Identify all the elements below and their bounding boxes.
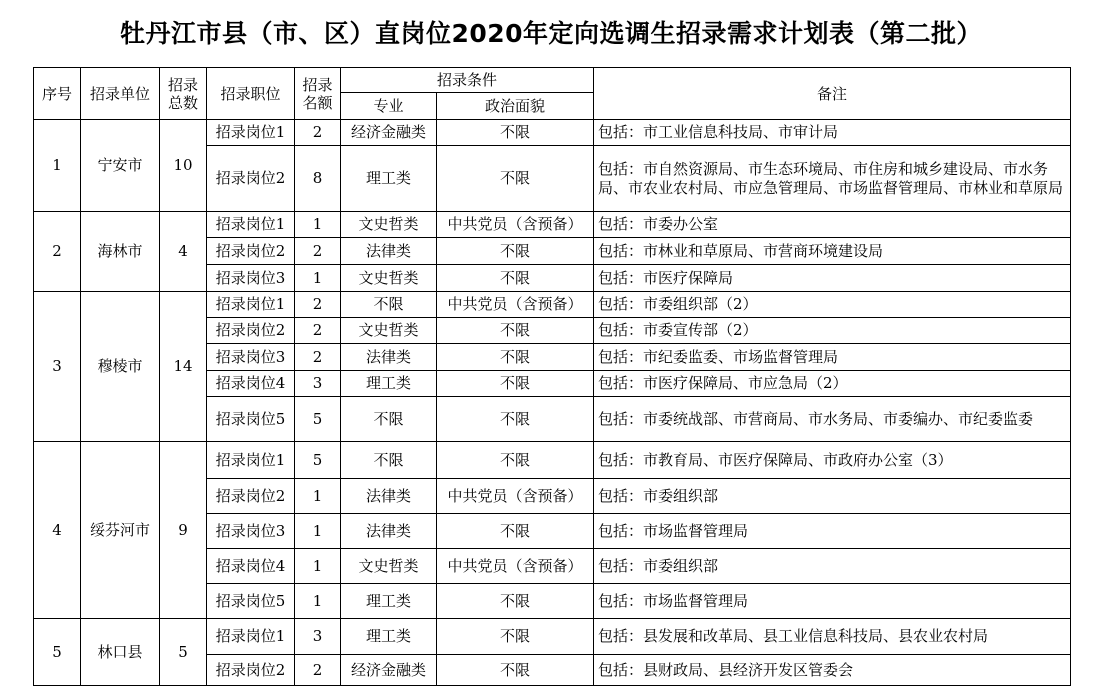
header-total: 招录总数 xyxy=(160,68,207,120)
cell-post: 招录岗位4 xyxy=(207,549,295,584)
table-row xyxy=(34,292,1071,318)
cell-major: 法律类 xyxy=(341,344,437,371)
cell-note: 包括：市场监督管理局 xyxy=(594,514,1071,549)
cell-total: 14 xyxy=(160,292,207,442)
cell-quota: 3 xyxy=(295,619,341,655)
cell-note: 包括：市委组织部 xyxy=(594,549,1071,584)
cell-political: 不限 xyxy=(437,318,594,344)
cell-note: 包括：市场监督管理局 xyxy=(594,584,1071,619)
cell-political: 不限 xyxy=(437,442,594,479)
cell-note: 包括：市自然资源局、市生态环境局、市住房和城乡建设局、市水务局、市农业农村局、市应急管理局、市场监督管理局、市林业和草原局 xyxy=(594,146,1071,212)
cell-major: 法律类 xyxy=(341,514,437,549)
cell-political: 中共党员（含预备） xyxy=(437,479,594,514)
cell-seq: 3 xyxy=(34,292,81,442)
cell-note: 包括：市林业和草原局、市营商环境建设局 xyxy=(594,238,1071,265)
cell-post: 招录岗位1 xyxy=(207,619,295,655)
cell-note: 包括：县财政局、县经济开发区管委会 xyxy=(594,655,1071,686)
cell-note: 包括：市委组织部（2） xyxy=(594,292,1071,318)
cell-note: 包括：市教育局、市医疗保障局、市政府办公室（3） xyxy=(594,442,1071,479)
cell-note: 包括：县发展和改革局、县工业信息科技局、县农业农村局 xyxy=(594,619,1071,655)
header-notes: 备注 xyxy=(594,68,1071,120)
header-seq: 序号 xyxy=(34,68,81,120)
cell-quota: 2 xyxy=(295,238,341,265)
cell-unit: 海林市 xyxy=(81,212,160,292)
cell-post: 招录岗位3 xyxy=(207,514,295,549)
cell-unit: 穆棱市 xyxy=(81,292,160,442)
cell-quota: 1 xyxy=(295,584,341,619)
cell-quota: 2 xyxy=(295,318,341,344)
cell-post: 招录岗位1 xyxy=(207,442,295,479)
cell-political: 不限 xyxy=(437,514,594,549)
cell-major: 理工类 xyxy=(341,146,437,212)
header-unit: 招录单位 xyxy=(81,68,160,120)
cell-note: 包括：市委组织部 xyxy=(594,479,1071,514)
cell-seq: 1 xyxy=(34,120,81,212)
cell-post: 招录岗位2 xyxy=(207,318,295,344)
cell-major: 法律类 xyxy=(341,238,437,265)
cell-political: 不限 xyxy=(437,120,594,146)
cell-post: 招录岗位2 xyxy=(207,146,295,212)
cell-quota: 1 xyxy=(295,514,341,549)
cell-political: 中共党员（含预备） xyxy=(437,212,594,238)
cell-major: 文史哲类 xyxy=(341,318,437,344)
cell-quota: 1 xyxy=(295,265,341,292)
cell-quota: 5 xyxy=(295,442,341,479)
cell-post: 招录岗位1 xyxy=(207,212,295,238)
cell-total: 10 xyxy=(160,120,207,212)
cell-note: 包括：市委办公室 xyxy=(594,212,1071,238)
page-title: 牡丹江市县（市、区）直岗位2020年定向选调生招录需求计划表（第二批） xyxy=(119,19,983,48)
cell-quota: 2 xyxy=(295,344,341,371)
cell-post: 招录岗位2 xyxy=(207,655,295,686)
cell-major: 不限 xyxy=(341,397,437,442)
table-row xyxy=(34,442,1071,479)
cell-quota: 1 xyxy=(295,479,341,514)
header-major: 专业 xyxy=(341,93,437,120)
cell-major: 经济金融类 xyxy=(341,120,437,146)
cell-major: 法律类 xyxy=(341,479,437,514)
cell-post: 招录岗位3 xyxy=(207,344,295,371)
header-conditions: 招录条件 xyxy=(341,68,594,93)
cell-post: 招录岗位2 xyxy=(207,238,295,265)
cell-major: 文史哲类 xyxy=(341,212,437,238)
cell-seq: 5 xyxy=(34,619,81,686)
cell-quota: 1 xyxy=(295,212,341,238)
cell-quota: 2 xyxy=(295,292,341,318)
table-row xyxy=(34,619,1071,655)
cell-total: 4 xyxy=(160,212,207,292)
cell-major: 不限 xyxy=(341,442,437,479)
cell-quota: 2 xyxy=(295,120,341,146)
cell-note: 包括：市医疗保障局、市应急局（2） xyxy=(594,371,1071,397)
cell-political: 不限 xyxy=(437,344,594,371)
cell-major: 理工类 xyxy=(341,619,437,655)
cell-total: 5 xyxy=(160,619,207,686)
cell-note: 包括：市委宣传部（2） xyxy=(594,318,1071,344)
recruitment-table xyxy=(33,67,1071,686)
cell-post: 招录岗位4 xyxy=(207,371,295,397)
table-row xyxy=(34,212,1071,238)
cell-post: 招录岗位3 xyxy=(207,265,295,292)
cell-note: 包括：市纪委监委、市场监督管理局 xyxy=(594,344,1071,371)
cell-note: 包括：市委统战部、市营商局、市水务局、市委编办、市纪委监委 xyxy=(594,397,1071,442)
cell-major: 文史哲类 xyxy=(341,265,437,292)
header-quota: 招录名额 xyxy=(295,68,341,120)
header-political: 政治面貌 xyxy=(437,93,594,120)
cell-quota: 1 xyxy=(295,549,341,584)
cell-political: 中共党员（含预备） xyxy=(437,549,594,584)
cell-note: 包括：市医疗保障局 xyxy=(594,265,1071,292)
table-header xyxy=(34,68,1071,120)
cell-political: 不限 xyxy=(437,146,594,212)
cell-unit: 宁安市 xyxy=(81,120,160,212)
cell-quota: 5 xyxy=(295,397,341,442)
cell-major: 不限 xyxy=(341,292,437,318)
cell-major: 文史哲类 xyxy=(341,549,437,584)
cell-major: 理工类 xyxy=(341,371,437,397)
cell-political: 不限 xyxy=(437,655,594,686)
cell-political: 不限 xyxy=(437,397,594,442)
cell-political: 不限 xyxy=(437,371,594,397)
cell-political: 中共党员（含预备） xyxy=(437,292,594,318)
cell-seq: 4 xyxy=(34,442,81,619)
cell-political: 不限 xyxy=(437,238,594,265)
table-row xyxy=(34,120,1071,146)
cell-unit: 绥芬河市 xyxy=(81,442,160,619)
cell-post: 招录岗位1 xyxy=(207,292,295,318)
cell-post: 招录岗位5 xyxy=(207,584,295,619)
cell-major: 理工类 xyxy=(341,584,437,619)
cell-post: 招录岗位1 xyxy=(207,120,295,146)
cell-post: 招录岗位5 xyxy=(207,397,295,442)
cell-note: 包括：市工业信息科技局、市审计局 xyxy=(594,120,1071,146)
cell-political: 不限 xyxy=(437,265,594,292)
cell-quota: 3 xyxy=(295,371,341,397)
cell-political: 不限 xyxy=(437,584,594,619)
cell-total: 9 xyxy=(160,442,207,619)
cell-seq: 2 xyxy=(34,212,81,292)
cell-post: 招录岗位2 xyxy=(207,479,295,514)
cell-unit: 林口县 xyxy=(81,619,160,686)
header-post: 招录职位 xyxy=(207,68,295,120)
table-body xyxy=(34,120,1071,686)
cell-major: 经济金融类 xyxy=(341,655,437,686)
cell-political: 不限 xyxy=(437,619,594,655)
cell-quota: 2 xyxy=(295,655,341,686)
cell-quota: 8 xyxy=(295,146,341,212)
